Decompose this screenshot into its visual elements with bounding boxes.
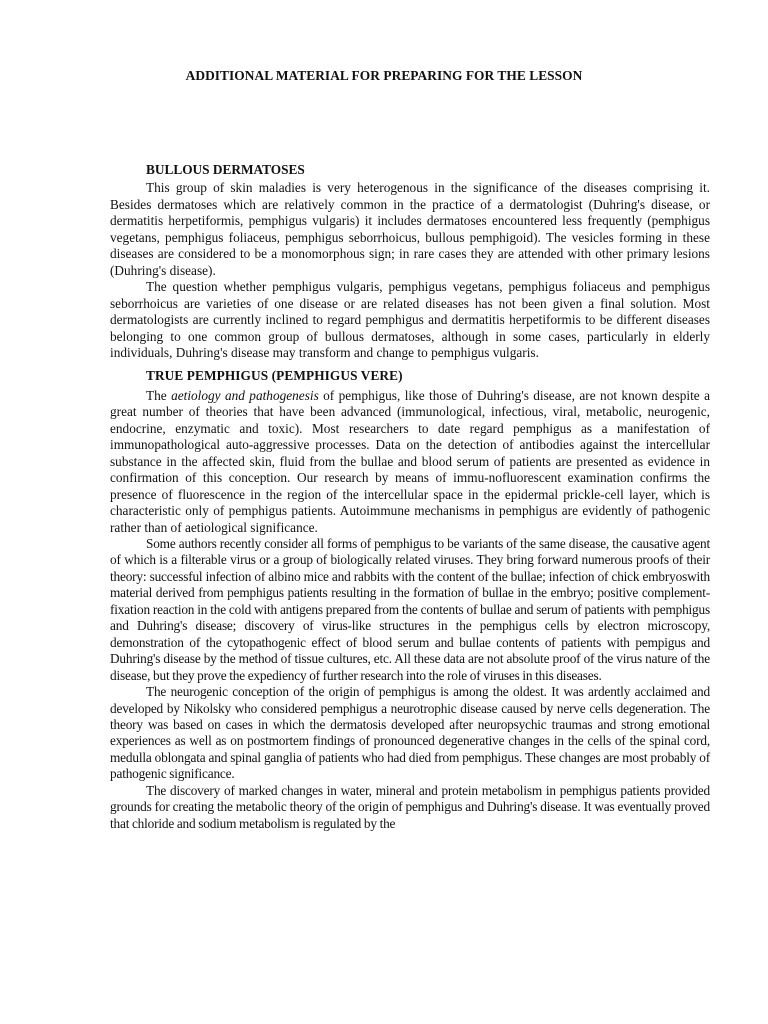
paragraph: The question whether pemphigus vulgaris, pemphigus vegetans, pemphigus foliaceus and pemphigus seborrhoicus are varieties of one disease or are related diseases has not been given a final solution. Most dermatologists are currently inclined to regard pemphigus and dermatitis herpetiformis to be different diseases belonging to one common group of bullous dermatoses, although in some cases, particularly in elderly individuals, Duhring's disease may transform and change to pemphigus vulgaris. — [110, 279, 710, 360]
italic-term: aetiology and pathogenesis — [171, 387, 319, 403]
paragraph-text: The — [146, 387, 172, 403]
document-body — [110, 162, 710, 832]
section-heading-true-pemphigus: TRUE PEMPHIGUS (PEMPHIGUS VERE) — [146, 368, 403, 384]
section-heading-bullous-dermatoses: BULLOUS DERMATOSES — [146, 162, 305, 177]
paragraph: The neurogenic conception of the origin of pemphigus is among the oldest. It was ardently acclaimed and developed by Nikolsky who considered pemphigus a neurotrophic disease caused by nerve cells degeneration. The theory was based on cases in which the dermatosis developed after neuropsychic traumas and strong emotional experiences as well as on postmortem findings of pronounced degenerative changes in the cells of the spinal cord, medulla oblongata and spinal ganglia of patients who had died from pemphigus. These changes are most probably of pathogenic significance. — [110, 684, 710, 782]
paragraph-aetiology — [110, 388, 710, 536]
paragraph: Some authors recently consider all forms of pemphigus to be variants of the same disease, the causative agent of which is a filterable virus or a group of biologically related viruses. They bring forward numerous proofs of their theory: successful infection of albino mice and rabbits with the content of the bullae; infection of chick embryoswith material derived from pemphigus patients resulting in the formation of bullae in the embryo; positive complement-fixation reaction in the cold with antigens prepared from the contents of bullae and serum of patients with pemphigus and Duhring's disease; discovery of virus-like structures in the pemphigus cells by electron microscopy, demonstration of the cytopathogenic effect of blood serum and bullae contents of patients with pempigus and Duhring's disease by the method of tissue cultures, etc. All these data are not absolute proof of the virus nature of the disease, but they prove the expediency of further research into the role of viruses in this diseases. — [110, 535, 710, 683]
paragraph-text: of pemphigus, like those of Duhring's disease, are not known despite a great number of theories that have been advanced (immunological, infectious, viral, metabolic, neurogenic, endocrine, enzymatic and toxic). Most researchers to date regard pemphigus as a manifestation of immunopathological auto-aggressive processes. Data on the detection of antibodies against the intercellular substance in the affected skin, fluid from the bullae and blood serum of patients are presented as evidence in confirmation of this conception. Our research by means of immu-nofluorescent examination confirms the presence of fluorescence in the region of the intercellular space in the epidermal prickle-cell layer, which is characteristic only of pemphigus patients. Autoimmune mechanisms in pemphigus are evidently of pathogenic rather than of aetiological significance. — [110, 387, 710, 535]
document-title: ADDITIONAL MATERIAL FOR PREPARING FOR THE LESSON — [185, 68, 583, 83]
paragraph: The discovery of marked changes in water, mineral and protein metabolism in pemphigus patients provided grounds for creating the metabolic theory of the origin of pemphigus and Duhring's disease. It was eventually proved that chloride and sodium metabolism is regulated by the — [110, 782, 710, 831]
paragraph: This group of skin maladies is very heterogenous in the significance of the diseases comprising it. Besides dermatoses which are relatively common in the practice of a dermatologist (Duhring's disease, or dermatitis herpetiformis, pemphigus vulgaris) it includes dermatoses encountered less frequently (pemphigus vegetans, pemphigus foliaceus, pemphigus seborrhoicus, bullous pemphigoid). The vesicles forming in these diseases are considered to be a monomorphous sign; in rare cases they are attended with other primary lesions (Duhring's disease). — [110, 180, 710, 278]
